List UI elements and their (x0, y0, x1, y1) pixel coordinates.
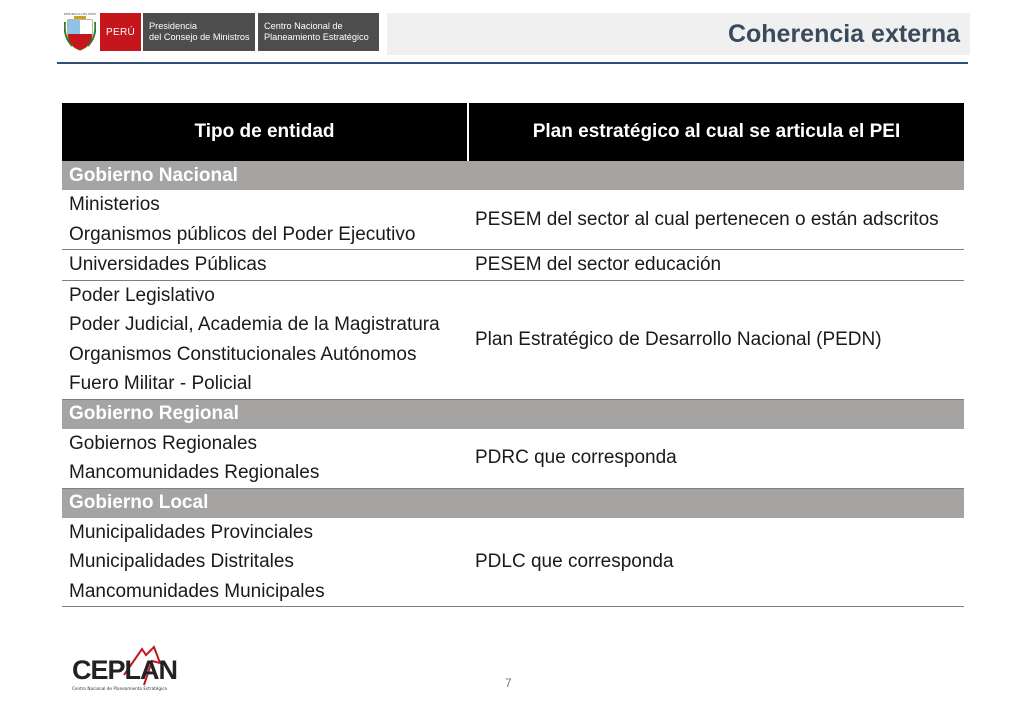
entity-name: Gobiernos Regionales (69, 432, 258, 454)
entity-name: Organismos públicos del Poder Ejecutivo (69, 223, 416, 245)
peru-label: PERÚ (100, 13, 141, 51)
entity-name: Mancomunidades Municipales (69, 580, 325, 602)
ceplan-label (258, 13, 379, 51)
entity-name: Organismos Constitucionales Autónomos (69, 343, 417, 365)
group-row (62, 488, 964, 518)
pcm-label (143, 13, 255, 51)
table-row (62, 250, 964, 281)
header-divider (57, 62, 968, 64)
group-row (62, 161, 964, 190)
coherence-table (62, 103, 964, 607)
entity-cell (62, 518, 468, 607)
page-title: Coherencia externa (727, 19, 960, 48)
group-row (62, 399, 964, 429)
entity-name: Municipalidades Distritales (69, 551, 294, 572)
group-label: Gobierno Nacional (62, 161, 964, 190)
entity-name: Poder Judicial, Academia de la Magistratura (69, 314, 440, 335)
pcm-line-2: del Consejo de Ministros (149, 32, 250, 42)
plan-cell: Plan Estratégico de Desarrollo Nacional (PEDN) (468, 280, 964, 399)
plan-cell: PESEM del sector educación (468, 250, 964, 281)
entity-name: Fuero Militar - Policial (69, 373, 252, 394)
group-label: Gobierno Local (62, 488, 964, 518)
logo-subtitle: Centro Nacional de Planeamiento Estratégico (72, 686, 168, 691)
entity-name: Universidades Públicas (69, 254, 267, 275)
shield-caption: REPÚBLICA DEL PERÚ (63, 12, 97, 16)
table-row (62, 190, 964, 250)
page-number: 7 (505, 676, 512, 690)
group-label: Gobierno Regional (62, 399, 964, 429)
entity-cell (62, 280, 468, 399)
entity-cell (62, 190, 468, 250)
plan-cell: PDRC que corresponda (468, 429, 964, 489)
government-brand-banner (100, 13, 379, 51)
table-row (62, 280, 964, 399)
entity-name: Ministerios (69, 194, 160, 215)
column-header-entity-type: Tipo de entidad (62, 103, 468, 161)
table-row (62, 518, 964, 607)
plan-cell: PDLC que corresponda (468, 518, 964, 607)
table-row (62, 429, 964, 489)
logo-text: CEPLAN (72, 655, 178, 685)
ceplan-line-1: Centro Nacional de (264, 21, 343, 31)
plan-cell: PESEM del sector al cual pertenecen o están adscritos (468, 190, 964, 250)
table-header-row (62, 103, 964, 161)
entity-name: Poder Legislativo (69, 284, 215, 306)
entity-cell (62, 429, 468, 489)
entity-name: Mancomunidades Regionales (69, 462, 320, 483)
title-bar (387, 13, 970, 55)
coat-of-arms-icon (64, 12, 96, 52)
pcm-line-1: Presidencia (149, 21, 198, 31)
entity-cell (62, 250, 468, 281)
ceplan-logo (72, 645, 178, 693)
column-header-strategic-plan: Plan estratégico al cual se articula el PEI (468, 103, 964, 161)
ceplan-line-2: Planeamiento Estratégico (264, 32, 369, 42)
entity-name: Municipalidades Provinciales (69, 521, 313, 543)
